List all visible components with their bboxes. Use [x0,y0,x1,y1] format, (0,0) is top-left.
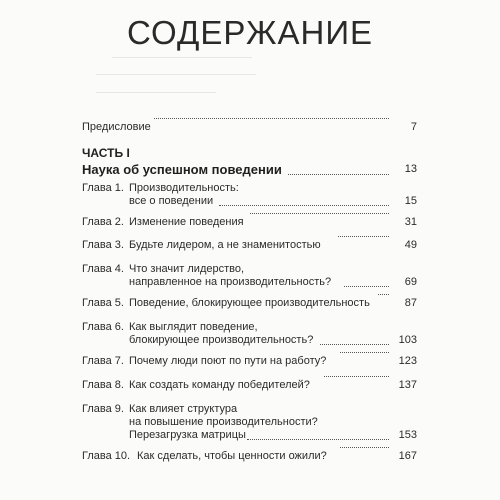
chapter-label: Глава 3. [82,239,124,251]
toc-entry-text: Предисловие [82,121,151,133]
page-title: СОДЕРЖАНИЕ [126,14,374,51]
chapter-label: Глава 7. [82,355,124,367]
chapter-title-line: Будьте лидером, а не знаменитостью [129,239,321,251]
toc-entry-page: 87 [404,297,417,309]
chapter-label: Глава 1. [82,182,124,194]
chapter-title-line: Изменение поведения [129,216,244,228]
chapter-title-line: Как сделать, чтобы ценности ожили? [137,450,327,462]
toc-entry-chapter-1[interactable] [82,182,417,208]
dot-leader [288,174,389,175]
dot-leader [324,376,389,377]
chapter-title-line: Как выглядит поведение, [129,321,258,333]
chapter-label: Глава 9. [82,403,124,415]
toc-entry-page: 153 [398,429,417,441]
chapter-label: Глава 8. [82,379,124,391]
dot-leader [340,352,389,353]
chapter-title-line: на повышение производительности? [129,416,318,428]
dot-leader [340,447,389,448]
dot-leader [247,439,389,440]
toc-entry-page: 69 [404,276,417,288]
toc-entry-page: 7 [410,121,417,133]
dot-leader [219,205,389,206]
chapter-title-line: направленное на производительность? [129,276,332,288]
chapter-title-line: Почему люди поют по пути на работу? [129,355,327,367]
part-label: ЧАСТЬ I [82,146,130,160]
chapter-label: Глава 2. [82,216,124,228]
show-through-line [112,57,252,58]
chapter-title-line: Поведение, блокирующее производительность [129,297,370,309]
toc-entry-chapter-9[interactable] [82,403,417,442]
dot-leader [338,236,389,237]
toc-entry-page: 137 [398,379,417,391]
chapter-title-line: Перезагрузка матрицы [129,429,246,441]
chapter-title-line: все о поведении [129,195,214,207]
chapter-title-line: Как влияет структура [129,403,238,415]
dot-leader [320,344,389,345]
chapter-title-line: блокирующее производительность? [129,334,314,346]
toc-entry-chapter-4[interactable] [82,263,417,289]
dot-leader [154,118,389,119]
toc-entry-page: 13 [404,163,417,175]
toc-entry-page: 31 [404,216,417,228]
chapter-title-line: Производительность: [129,182,239,194]
toc-entry-page: 103 [398,334,417,346]
chapter-label: Глава 4. [82,263,124,275]
toc-entry-page: 15 [404,195,417,207]
dot-leader [250,213,389,214]
dot-leader [344,286,389,287]
toc-entry-page: 123 [398,355,417,367]
part-title: Наука об успешном поведении [82,162,282,177]
show-through-line [96,92,216,93]
dot-leader [378,294,389,295]
chapter-title-line: Как создать команду победителей? [129,379,310,391]
toc-entry-part-1[interactable] [82,162,417,178]
show-through-line [96,74,256,75]
chapter-title-line: Что значит лидерство, [129,263,245,275]
toc-entry-chapter-6[interactable] [82,321,417,347]
toc-entry-page: 49 [404,239,417,251]
chapter-label: Глава 5. [82,297,124,309]
chapter-label: Глава 6. [82,321,124,333]
chapter-label: Глава 10. [82,450,131,462]
toc-entry-page: 167 [398,450,417,462]
